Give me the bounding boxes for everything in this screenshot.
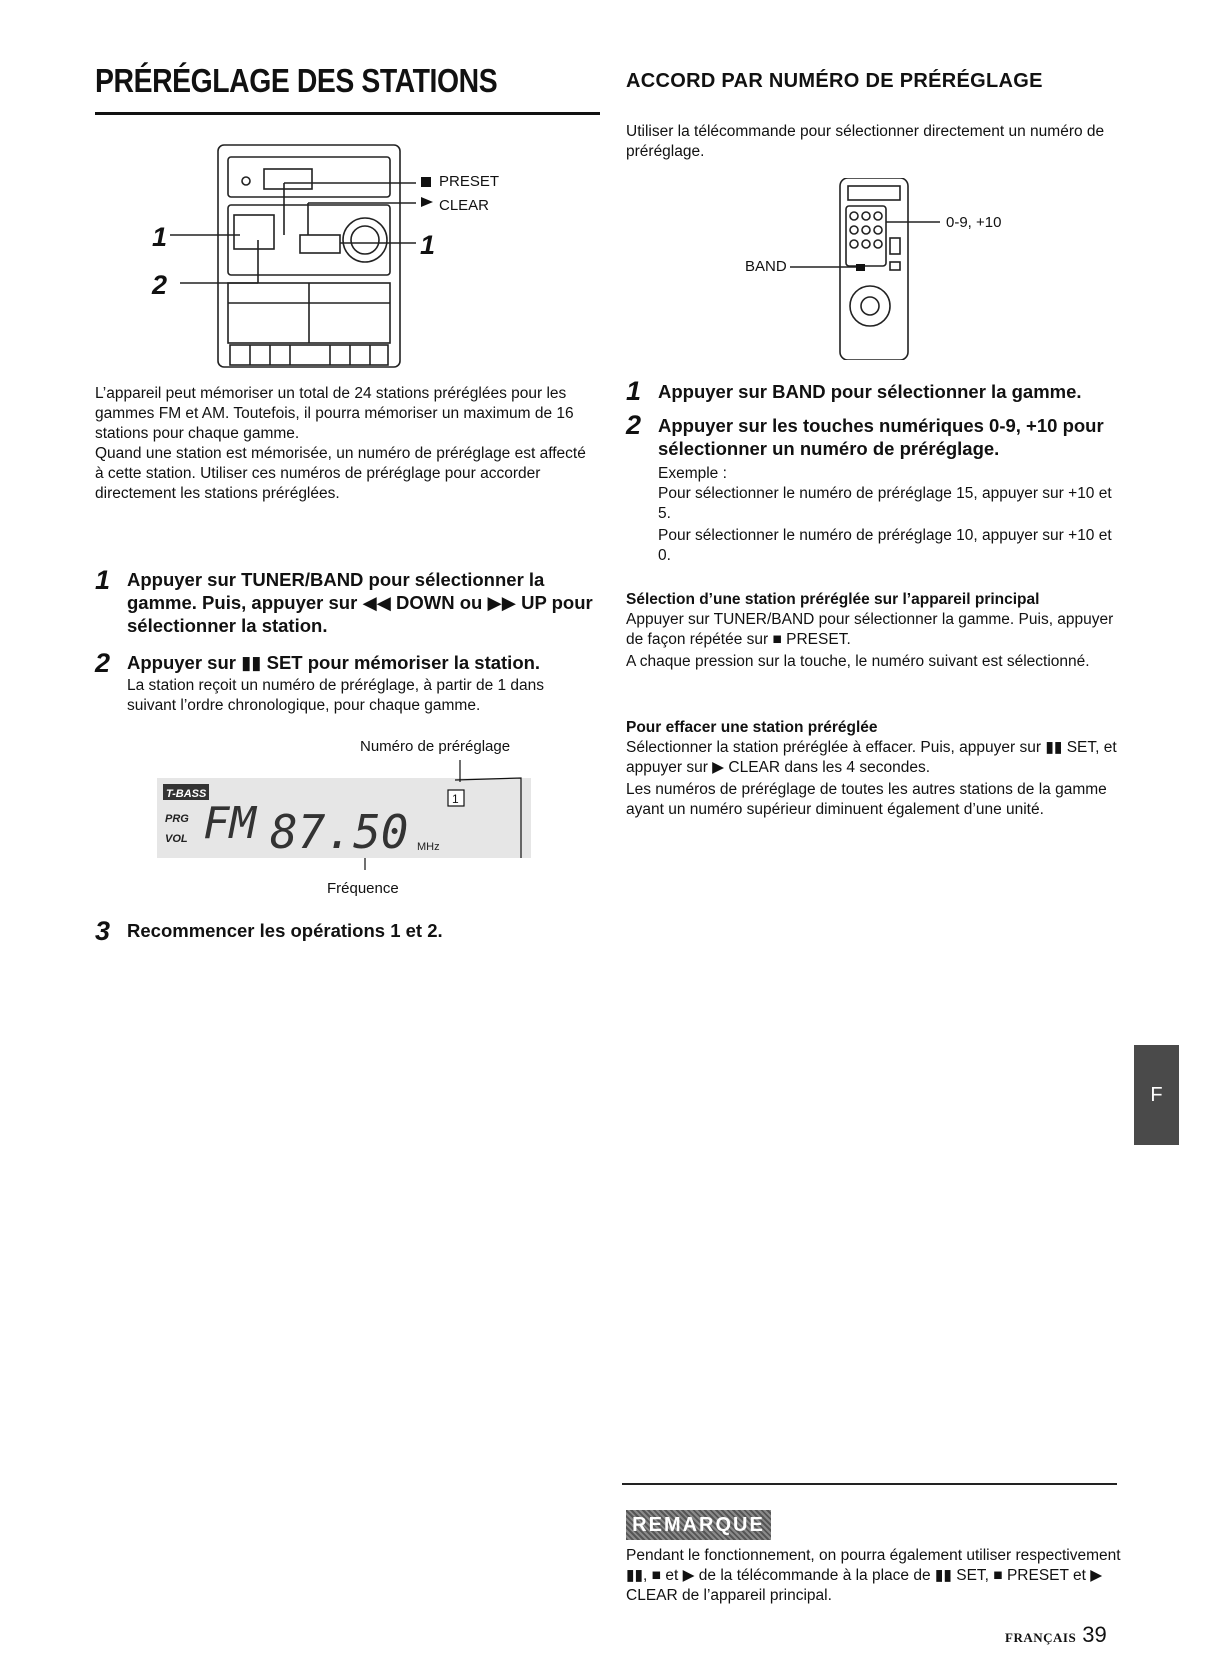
preset-number-label: Numéro de préréglage <box>360 738 511 755</box>
stereo-unit-illustration <box>140 135 560 375</box>
tbass-indicator: T-BASS <box>166 788 207 800</box>
example-line: Pour sélectionner le numéro de préréglage 15, appuyer sur +10 et 5. <box>658 485 1112 522</box>
page-title: PRÉRÉGLAGE DES STATIONS <box>95 62 498 99</box>
lcd-display-illustration <box>155 760 535 870</box>
step-text: Appuyer sur les touches numériques 0-9, +10 pour sélectionner un numéro de préréglage. <box>658 415 1104 459</box>
step-number: 3 <box>95 916 111 946</box>
example-label: Exemple : <box>658 465 727 482</box>
step-text: Recommencer les opérations 1 et 2. <box>127 920 443 941</box>
erase-heading: Pour effacer une station préréglée <box>626 719 878 736</box>
keys-label: 0-9, +10 <box>946 214 1002 231</box>
frequency-label: Fréquence <box>327 880 399 897</box>
language-tab: F <box>1134 1045 1179 1145</box>
remarque-badge: REMARQUE <box>626 1510 771 1540</box>
frequency-segments: 87.50 <box>270 805 409 859</box>
clear-label: CLEAR <box>439 197 490 214</box>
callout-1-left: 1 <box>152 222 168 252</box>
intro-paragraph-2: Quand une station est mémorisée, un numéro de préréglage est affecté à cette station. Utiliser ces numéros de préréglage pour accorder directement les stations préréglées. <box>95 445 586 502</box>
remarque-rule <box>622 1483 1117 1485</box>
play-triangle-icon <box>421 197 433 207</box>
stop-square-icon <box>421 177 431 187</box>
step-detail: La station reçoit un numéro de préréglage, à partir de 1 dans suivant l’ordre chronologique, pour chaque gamme. <box>127 677 545 714</box>
step-text: Appuyer sur BAND pour sélectionner la gamme. <box>658 381 1082 402</box>
selection-heading: Sélection d’une station préréglée sur l’appareil principal <box>626 591 1040 608</box>
callout-2: 2 <box>152 270 168 300</box>
page-number: 39 <box>1082 1622 1107 1647</box>
step-number: 1 <box>626 376 642 406</box>
step-text: Appuyer sur TUNER/BAND pour sélectionner la gamme. Puis, appuyer sur ◀◀ DOWN ou ▶▶ UP pour sélectionner la station. <box>127 569 593 636</box>
remote-intro: Utiliser la télécommande pour sélectionner directement un numéro de préréglage. <box>626 123 1105 160</box>
preset-number-digit: 1 <box>452 792 459 806</box>
title-underline <box>95 112 600 115</box>
section-title: ACCORD PAR NUMÉRO DE PRÉRÉGLAGE <box>626 70 1043 92</box>
example-line: Pour sélectionner le numéro de préréglage 10, appuyer sur +10 et 0. <box>658 527 1112 564</box>
intro-paragraph: L’appareil peut mémoriser un total de 24 stations préréglées pour les gammes FM et AM. Toutefois, il pourra mémoriser un maximum de 16 stations pour chaque gamme. <box>95 385 574 442</box>
remarque-text: Pendant le fonctionnement, on pourra également utiliser respectivement ▮▮, ■ et ▶ de la télécommande à la place de ▮▮ SET, ■ PRESET et ▶ CLEAR de l’appareil principal. <box>626 1547 1121 1604</box>
preset-label: PRESET <box>439 173 500 190</box>
mhz-unit: MHz <box>417 841 440 853</box>
band-segments: FM <box>203 798 256 849</box>
footer-language: FRANÇAIS <box>1005 1630 1077 1645</box>
step-text: Appuyer sur ▮▮ SET pour mémoriser la station. <box>127 652 541 673</box>
callout-1-right: 1 <box>420 230 436 260</box>
page-footer <box>1005 1622 1107 1648</box>
erase-text: Sélectionner la station préréglée à effacer. Puis, appuyer sur ▮▮ SET, et appuyer sur ▶ CLEAR dans les 4 secondes. <box>626 739 1117 776</box>
band-label: BAND <box>745 258 787 275</box>
step-number: 2 <box>95 648 111 678</box>
selection-text-2: A chaque pression sur la touche, le numéro suivant est sélectionné. <box>626 653 1090 670</box>
step-number: 2 <box>626 410 642 440</box>
prg-indicator: PRG <box>165 813 189 825</box>
selection-text: Appuyer sur TUNER/BAND pour sélectionner la gamme. Puis, appuyer de façon répétée sur ■ PRESET. <box>626 611 1114 648</box>
vol-indicator: VOL <box>165 833 188 845</box>
step-number: 1 <box>95 565 111 595</box>
erase-text-2: Les numéros de préréglage de toutes les autres stations de la gamme ayant un numéro supérieur diminuent également d’une unité. <box>626 781 1107 818</box>
